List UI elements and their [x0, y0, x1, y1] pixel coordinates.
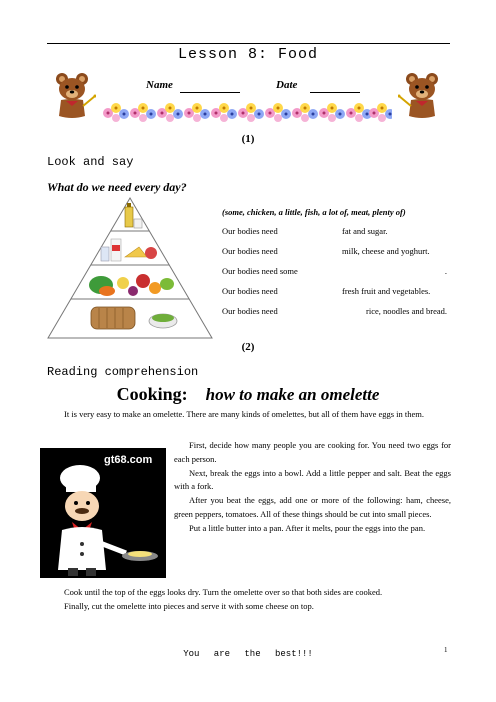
sentence-5-start: Our bodies need: [222, 306, 278, 316]
sentence-4-end: fresh fruit and vegetables.: [342, 286, 431, 296]
sentence-2-start: Our bodies need: [222, 246, 278, 256]
footer-text: You are the best!!!: [183, 649, 313, 659]
word-bank: (some, chicken, a little, fish, a lot of, meat, plenty of): [222, 207, 406, 217]
section-number-1: (1): [241, 133, 255, 145]
steps-block: [174, 439, 451, 536]
sentence-4-start: Our bodies need: [222, 286, 278, 296]
sentence-3-start: Our bodies need some: [222, 266, 298, 276]
date-label: Date: [276, 79, 298, 91]
image-watermark: gt68.com: [104, 454, 153, 466]
intro-paragraph: It is very easy to make an omelette. There are many kinds of omelettes, but all of them have eggs in them.: [64, 409, 425, 419]
article-title: [0, 384, 496, 405]
top-rule: [47, 43, 450, 44]
page-number: 1: [444, 646, 448, 654]
sentence-2-end: milk, cheese and yoghurt.: [342, 246, 430, 256]
chef-image: [40, 448, 166, 578]
sentence-5-end: rice, noodles and bread.: [366, 306, 447, 316]
reading-comprehension-heading: Reading comprehension: [47, 365, 199, 379]
article-title-sub: how to make an omelette: [205, 385, 380, 404]
section-number-2: (2): [241, 341, 255, 353]
step-paragraph: After you beat the eggs, add one or more of the following: ham, cheese, green peppers, tomatoes. All of these things should be cut into small pieces.: [174, 495, 451, 519]
final-steps-block: [47, 586, 451, 614]
sentence-1-start: Our bodies need: [222, 226, 278, 236]
step-paragraph: Finally, cut the omelette into pieces and serve it with some cheese on top.: [64, 600, 314, 611]
name-field[interactable]: [180, 92, 240, 93]
step-paragraph: First, decide how many people you are cooking for. You need two eggs for each person.: [174, 440, 451, 464]
step-paragraph: Next, break the eggs into a bowl. Add a little pepper and salt. Beat the eggs with a fork.: [174, 467, 451, 492]
article-title-main: Cooking:: [116, 384, 188, 404]
question-text: What do we need every day?: [47, 180, 187, 194]
step-paragraph: Put a little butter into a pan. After it melts, pour the eggs into the pan.: [189, 522, 426, 533]
name-label: Name: [146, 79, 173, 91]
sentence-1-end: fat and sugar.: [342, 226, 388, 236]
step-paragraph: Cook until the top of the eggs looks dry. Turn the omelette over so that both sides are cooked.: [64, 587, 383, 597]
look-and-say-heading: Look and say: [47, 155, 134, 169]
food-pyramid-image: [45, 195, 215, 340]
lesson-title: Lesson 8: Food: [177, 46, 319, 63]
chef-icon: [40, 448, 166, 578]
flower-border-icon: [102, 99, 392, 125]
bear-mascot-right-icon: [398, 70, 442, 120]
date-field[interactable]: [310, 92, 360, 93]
sentence-3-end: .: [444, 266, 447, 276]
bear-mascot-left-icon: [52, 70, 96, 120]
